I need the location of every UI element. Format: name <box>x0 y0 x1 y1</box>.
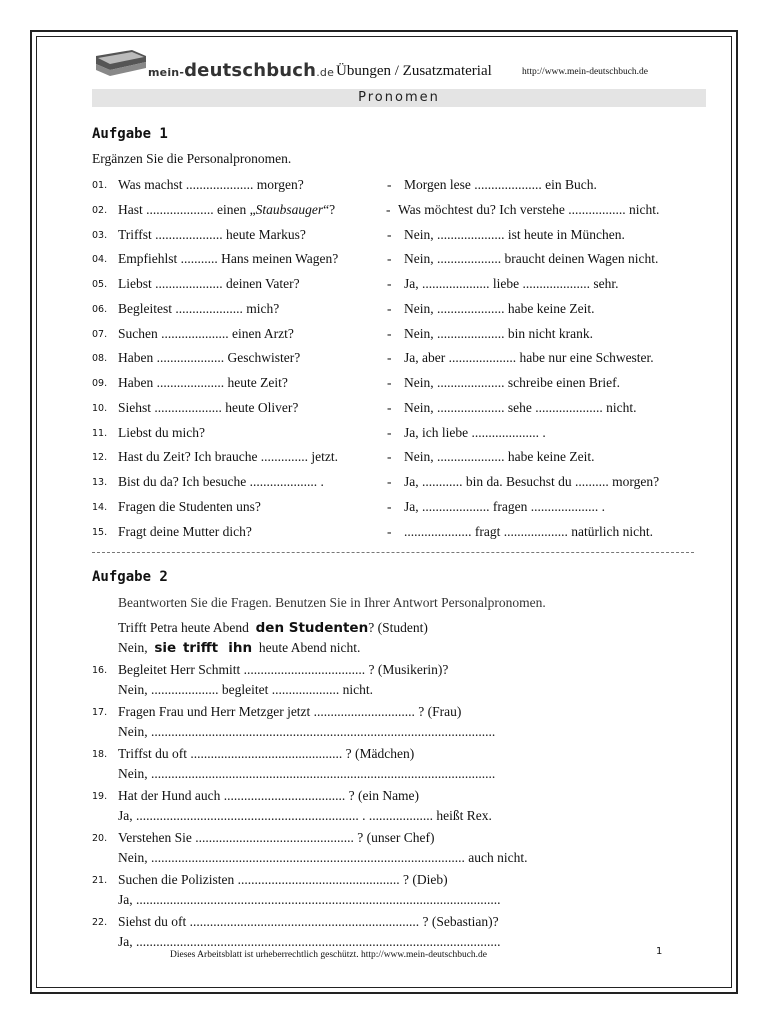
task1-row-answer: Nein, .................... schreibe einen Brief. <box>404 375 620 390</box>
logo-text <box>148 60 334 81</box>
task1-row-answer: Nein, ................... braucht deinen Wagen nicht. <box>404 251 659 267</box>
question-text-italic: Staubsauger <box>255 201 324 217</box>
task1-row-answer: .................... fragt ................... natürlich nicht. <box>404 523 653 539</box>
task1-row-answer: Ja, ich liebe .................... . <box>404 424 546 440</box>
task1-row-number: 04. <box>92 254 108 266</box>
task2-item-number: 20. <box>92 833 108 844</box>
header <box>92 44 706 86</box>
task1-row-number: 09. <box>92 378 108 389</box>
task2-item-answer[interactable]: Nein, ...................................................................................................... <box>118 724 496 739</box>
task1-row-number: 14. <box>92 501 108 513</box>
task1-row-answer: Nein, .................... habe keine Zeit. <box>404 300 595 316</box>
task1-row-answer: Ja, aber .................... habe nur eine Schwester. <box>404 350 654 366</box>
example-question <box>118 620 428 636</box>
task2-instruction: Beantworten Sie die Fragen. Benutzen Sie in Ihrer Antwort Personalpronomen. <box>118 595 546 610</box>
example-answer <box>118 640 360 656</box>
title-bar: Pronomen <box>92 89 706 107</box>
logo-small: mein- <box>148 66 185 79</box>
task1-row-dash: - <box>387 276 392 291</box>
task1-row-question: Haben .................... heute Zeit? <box>118 375 288 390</box>
task1-row-number: 03. <box>92 229 108 241</box>
task1-row-number: 10. <box>92 402 108 414</box>
task1-row-answer: Morgen lese .................... ein Buch. <box>404 177 597 192</box>
task1-row-dash: - <box>387 523 392 539</box>
header-url[interactable]: http://www.mein-deutschbuch.de <box>522 67 649 77</box>
task2-item-number: 22. <box>92 917 108 928</box>
task1-row-question: Haben .................... Geschwister? <box>118 350 301 366</box>
task2-item-question: Verstehen Sie ............................................... ? (unser Chef) <box>118 830 435 845</box>
page-number: 1 <box>656 946 663 957</box>
task1-row-number: 05. <box>92 279 108 290</box>
task2-item-answer[interactable]: Nein, ............................................................................................. auch nicht. <box>118 850 528 865</box>
example-question-post: ? (Student) <box>368 620 428 635</box>
task1-row-question: Fragt deine Mutter dich? <box>118 523 252 539</box>
task1-row-dash: - <box>387 375 392 390</box>
task1-row-answer: Nein, .................... sehe .................... nicht. <box>404 399 637 415</box>
task1-row-answer: Ja, .................... liebe .................... sehr. <box>404 276 619 291</box>
task1-row-dash: - <box>387 498 392 514</box>
task1-row-number: 11. <box>92 427 108 439</box>
task2-item-question: Begleitet Herr Schmitt .................................... ? (Musikerin)? <box>118 662 449 677</box>
task1-row-question: Triffst .................... heute Markus? <box>118 226 306 242</box>
task2-item-number: 17. <box>92 707 108 718</box>
task1-row-answer: Was möchtest du? Ich verstehe ................. nicht. <box>398 201 660 217</box>
task1-row-dash: - <box>387 300 392 316</box>
example-answer-bold2: trifft <box>182 640 219 656</box>
task1-row-dash: - <box>387 424 392 440</box>
task1-row-number: 13. <box>92 477 108 488</box>
task2-item-answer[interactable]: Ja, .................................................................. . ................... heißt Rex. <box>118 808 492 823</box>
header-title: Übungen / Zusatzmaterial <box>336 63 492 79</box>
task1-row-answer: Nein, .................... habe keine Zeit. <box>404 449 595 465</box>
task1-row-dash: - <box>387 325 392 341</box>
logo-tld: .de <box>316 66 335 79</box>
task1-row-question: Siehst .................... heute Oliver? <box>118 399 299 415</box>
task1-row-dash: - <box>386 201 391 217</box>
task1-row-number: 15. <box>92 526 108 538</box>
task2-item-number: 18. <box>92 749 108 760</box>
task1-row-dash: - <box>387 350 392 366</box>
task2-item-answer[interactable]: Ja, ............................................................................................................ <box>118 892 501 907</box>
example-answer-bold3: ihn <box>228 640 253 656</box>
task1-row-question: Was machst .................... morgen? <box>118 177 304 192</box>
task1-row-dash: - <box>387 251 392 267</box>
task1-row-question: Liebst du mich? <box>118 424 205 440</box>
example-answer-post: heute Abend nicht. <box>258 640 361 655</box>
task1-row-dash: - <box>387 474 392 489</box>
task2-item-question: Fragen Frau und Herr Metzger jetzt .............................. ? (Frau) <box>118 704 462 719</box>
task1-row-question: Hast du Zeit? Ich brauche .............. jetzt. <box>118 449 339 465</box>
task1-row-number: 01. <box>92 180 108 191</box>
task1-row-question: Liebst .................... deinen Vater? <box>118 276 300 291</box>
task1-row-dash: - <box>387 226 392 242</box>
task2-item-answer[interactable]: Ja, ............................................................................................................ <box>118 934 501 949</box>
task1-heading: Aufgabe 1 <box>92 126 168 142</box>
task2-item-question: Suchen die Polizisten ................................................ ? (Dieb) <box>118 872 448 887</box>
task2-heading: Aufgabe 2 <box>92 569 168 585</box>
question-text-post: “? <box>323 201 336 217</box>
task2-item-question: Siehst du oft .................................................................... ? (Sebastian)? <box>118 914 499 929</box>
task2-item-question: Triffst du oft ............................................. ? (Mädchen) <box>118 746 415 761</box>
book-logo-icon <box>92 48 148 78</box>
task1-row-question: Empfiehlst ........... Hans meinen Wagen? <box>118 251 339 267</box>
task2-item-number: 19. <box>92 791 108 802</box>
task1-row-answer: Ja, .................... fragen .................... . <box>404 498 605 514</box>
task1-row-answer: Nein, .................... bin nicht krank. <box>404 325 593 341</box>
task1-row-number: 08. <box>92 353 108 365</box>
task1-row-answer: Ja, ............ bin da. Besuchst du .......... morgen? <box>404 474 660 489</box>
task1-instruction: Ergänzen Sie die Personalpronomen. <box>92 151 292 166</box>
example-question-pre: Trifft Petra heute Abend <box>118 620 249 635</box>
task1-row-question <box>118 202 335 218</box>
task2-item-number: 21. <box>92 875 108 886</box>
footer-text: Dieses Arbeitsblatt ist urheberrechtlich geschützt. http://www.mein-deutschbuch.de <box>170 950 488 960</box>
task1-row-dash: - <box>387 177 392 192</box>
example-answer-bold1: sie <box>154 640 177 656</box>
task1-row-question: Fragen die Studenten uns? <box>118 498 261 514</box>
question-text-pre: Hast .................... einen „ <box>118 201 256 217</box>
task1-row-question: Bist du da? Ich besuche .................... . <box>118 474 324 489</box>
task2-item-question: Hat der Hund auch .................................... ? (ein Name) <box>118 788 420 803</box>
task1-row-question: Begleitest .................... mich? <box>118 300 280 316</box>
task1-row-answer: Nein, .................... ist heute in München. <box>404 226 625 242</box>
task1-row-dash: - <box>387 449 392 465</box>
logo-main: deutschbuch <box>184 60 317 81</box>
example-answer-pre: Nein, <box>118 640 148 655</box>
task1-row-number: 12. <box>92 452 108 464</box>
task2-item-answer[interactable]: Nein, .................... begleitet .................... nicht. <box>118 682 373 697</box>
example-question-bold: den Studenten <box>255 620 369 636</box>
task2-item-number: 16. <box>92 665 108 676</box>
task1-row-number: 02. <box>92 204 108 216</box>
task2-item-answer[interactable]: Nein, ...................................................................................................... <box>118 766 496 781</box>
section-divider <box>92 552 694 553</box>
task1-row-dash: - <box>387 399 392 415</box>
task1-row-number: 06. <box>92 303 108 315</box>
task1-row-number: 07. <box>92 328 108 340</box>
task1-row-question: Suchen .................... einen Arzt? <box>118 325 294 341</box>
